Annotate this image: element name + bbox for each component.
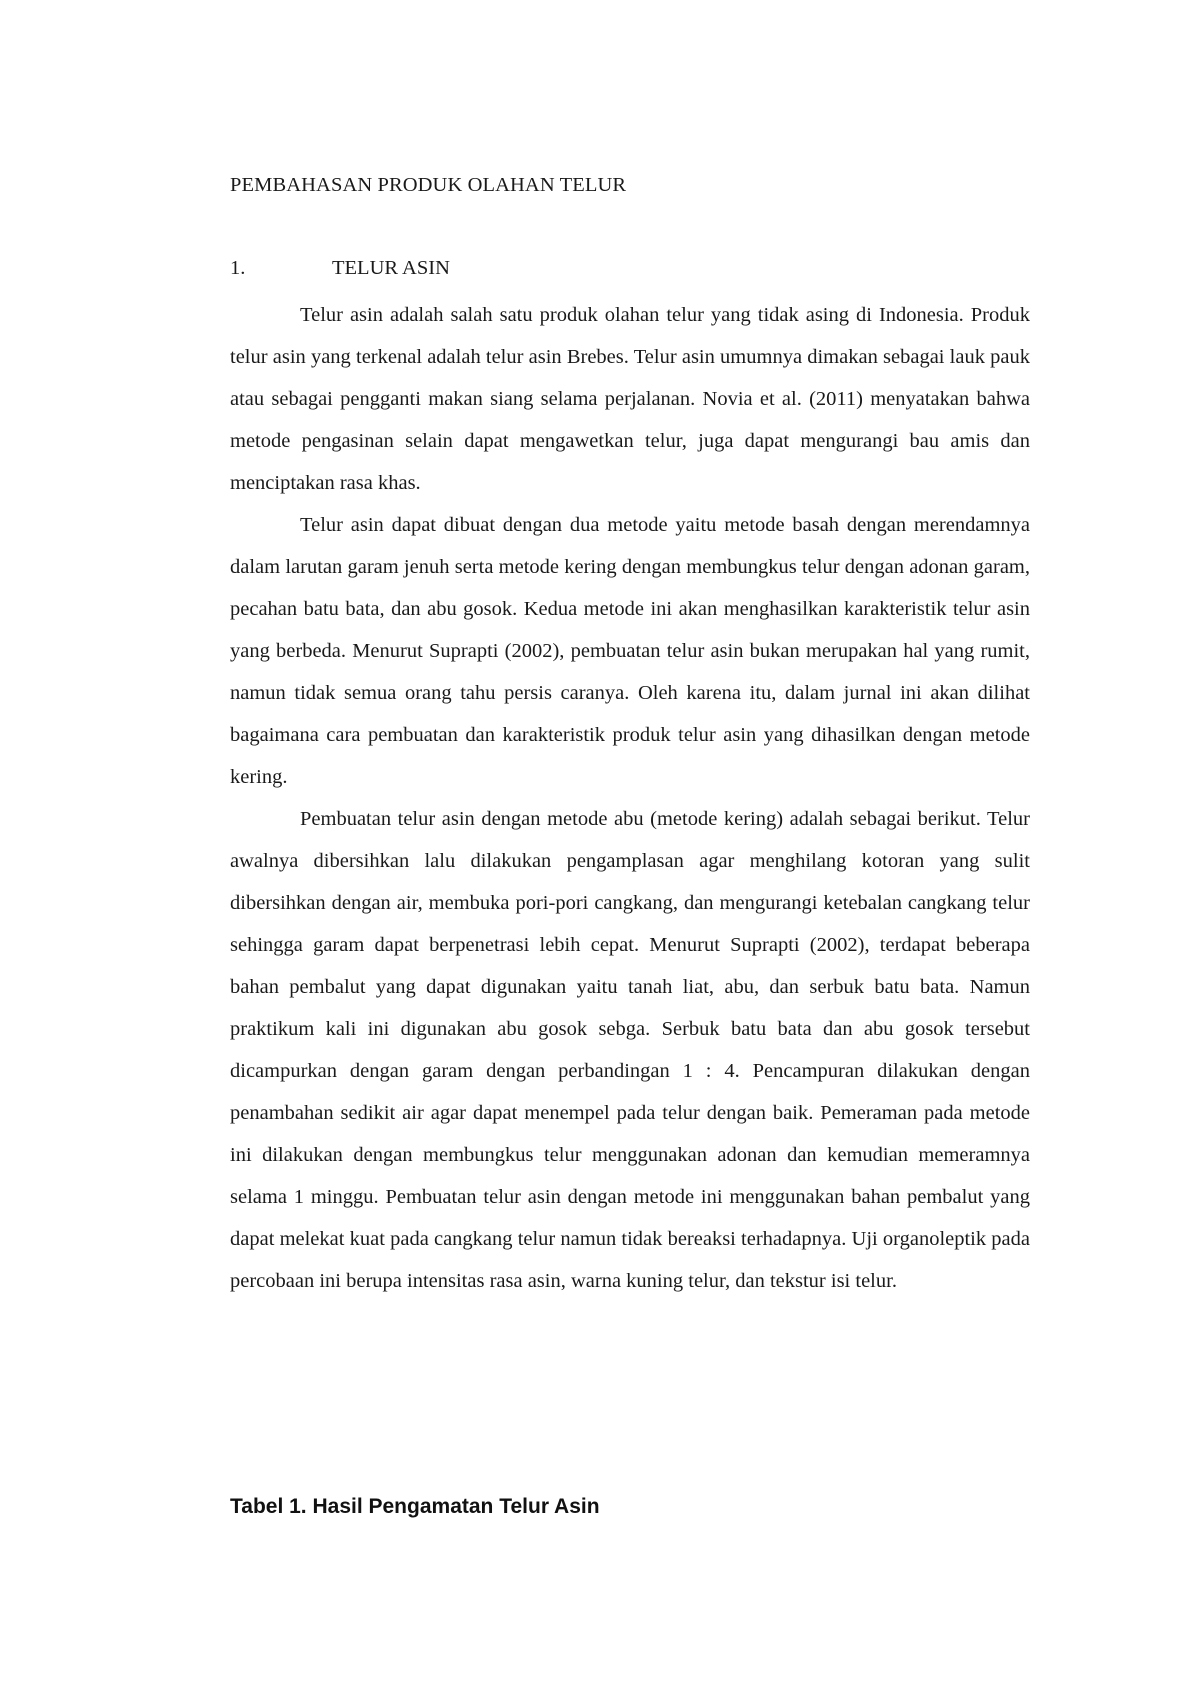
- paragraph-2: Telur asin dapat dibuat dengan dua metode yaitu metode basah dengan merendamnya dalam larutan garam jenuh serta metode kering dengan membungkus telur dengan adonan garam, pecahan batu bata, dan abu gosok. Kedua metode ini akan menghasilkan karakteristik telur asin yang berbeda. Menurut Suprapti (2002), pembuatan telur asin bukan merupakan hal yang rumit, namun tidak semua orang tahu persis caranya. Oleh karena itu, dalam jurnal ini akan dilihat bagaimana cara pembuatan dan karakteristik produk telur asin yang dihasilkan dengan metode kering.: [230, 514, 1030, 788]
- body-text: [230, 294, 1030, 1302]
- document-title: PEMBAHASAN PRODUK OLAHAN TELUR: [230, 174, 627, 196]
- paragraph-1: Telur asin adalah salah satu produk olahan telur yang tidak asing di Indonesia. Produk telur asin yang terkenal adalah telur asin Brebes. Telur asin umumnya dimakan sebagai lauk pauk atau sebagai pengganti makan siang selama perjalanan. Novia et al. (2011) menyatakan bahwa metode pengasinan selain dapat mengawetkan telur, juga dapat mengurangi bau amis dan menciptakan rasa khas.: [230, 304, 1030, 494]
- document-page: [230, 0, 1030, 1697]
- section-number: 1.: [230, 257, 246, 279]
- table-caption: Tabel 1. Hasil Pengamatan Telur Asin: [230, 1495, 600, 1518]
- paragraph-3: Pembuatan telur asin dengan metode abu (metode kering) adalah sebagai berikut. Telur awalnya dibersihkan lalu dilakukan pengamplasan agar menghilang kotoran yang sulit dibersihkan dengan air, membuka pori-pori cangkang, dan mengurangi ketebalan cangkang telur sehingga garam dapat berpenetrasi lebih cepat. Menurut Suprapti (2002), terdapat beberapa bahan pembalut yang dapat digunakan yaitu tanah liat, abu, dan serbuk batu bata. Namun praktikum kali ini digunakan abu gosok sebga. Serbuk batu bata dan abu gosok tersebut dicampurkan dengan garam dengan perbandingan 1 : 4. Pencampuran dilakukan dengan penambahan sedikit air agar dapat menempel pada telur dengan baik. Pemeraman pada metode ini dilakukan dengan membungkus telur menggunakan adonan dan kemudian memeramnya selama 1 minggu. Pembuatan telur asin dengan metode ini menggunakan bahan pembalut yang dapat melekat kuat pada cangkang telur namun tidak bereaksi terhadapnya. Uji organoleptik pada percobaan ini berupa intensitas rasa asin, warna kuning telur, dan tekstur isi telur.: [230, 808, 1030, 1292]
- section-heading: [230, 257, 450, 280]
- section-heading-text: TELUR ASIN: [332, 257, 450, 279]
